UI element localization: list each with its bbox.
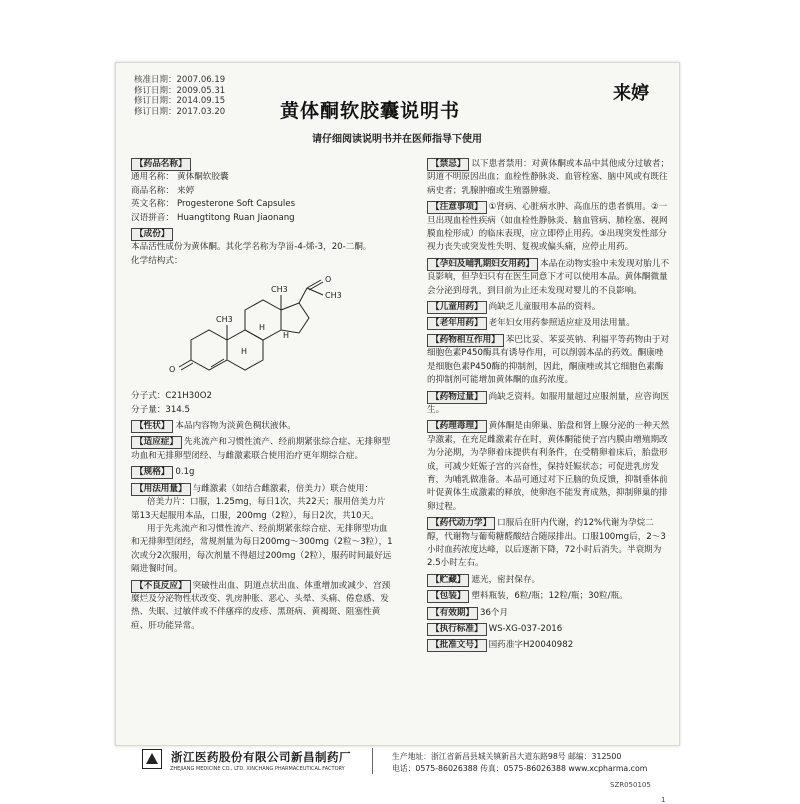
section-text: 口服后在肝内代谢，约12%代谢为孕烷二醇，代谢物与葡萄糖醛酸结合随尿排出。口服100mg后，2～3小时血药浓度达峰，以后逐渐下降，72小时后消失。半衰期为2.5小时左右。: [427, 518, 666, 569]
section-text: 本品内容物为淡黄色稠状液体。: [175, 421, 296, 432]
section-adverse-reactions: [131, 580, 393, 634]
section-heading: 【包装】: [427, 590, 469, 603]
section-storage: [427, 574, 670, 587]
document-code: SZR050105: [610, 781, 651, 789]
section-spec: [131, 466, 393, 479]
row-value: 黄体酮软胶囊: [177, 172, 229, 183]
molecular-formula: 分子式：C21H30O2: [131, 391, 212, 402]
section-text: 国药准字H20040982: [488, 640, 574, 651]
company-logo: [142, 749, 162, 769]
section-heading: 【药理毒理】: [427, 420, 487, 433]
section-character: [131, 420, 393, 433]
section-interactions: [427, 334, 670, 388]
section-text: WS-XG-037-2016: [488, 624, 563, 634]
section-heading: 【性状】: [131, 420, 173, 433]
section-paragraph: 倍美力片：口服，1.25mg，每日1次，共22天；服用倍美力片第13天起服用本品，口服，200mg（2粒），每日2次，共10天。: [131, 497, 386, 521]
row-value: 来婷: [177, 185, 195, 196]
right-column: [427, 158, 670, 656]
svg-text:CH3: CH3: [271, 285, 288, 295]
svg-text:O: O: [169, 365, 176, 375]
section-text: ①肾病、心脏病水肿、高血压的患者慎用。②一旦出现血栓性疾病（如血栓性静脉炎、脑血管病、肺栓塞、视网膜血栓形成）的临床表现，应立即停止用药。③出现突发性部分视力丧失或突发性失明、复视或偏头痛，应停止用药。: [427, 202, 668, 253]
section-pharmacokinetics: [427, 517, 670, 571]
revision-dates: [134, 75, 225, 117]
manufacturer-phone: 电话：0575-86026388 传真：0575-86026388 www.xcpharma.com: [392, 764, 648, 773]
section-pharmacology: [427, 420, 670, 514]
composition-text: 本品活性成份为黄体酮。其化学名称为孕甾-4-烯-3，20-二酮。: [131, 242, 372, 253]
revision-date: 修订日期：2014.09.15: [134, 96, 226, 106]
name-row: [131, 185, 393, 198]
section-text: 以下患者禁用：对黄体酮或本品中其他成分过敏者；阴道不明原因出血；血栓性静脉炎、血管栓塞、脑中风或有既往病史者；乳腺肿瘤或生殖器肿瘤。: [427, 159, 670, 196]
name-row: [131, 212, 393, 225]
section-heading: 【药代动力学】: [427, 517, 495, 530]
section-heading: 【孕妇及哺乳期妇女用药】: [427, 258, 538, 271]
section-heading: 【成份】: [131, 228, 173, 241]
section-text: 遮光，密封保存。: [471, 574, 541, 585]
section-pediatric: [427, 301, 670, 314]
name-row: [131, 198, 393, 211]
section-contraindications: [427, 158, 670, 198]
section-text: 黄体酮是由卵巢、胎盘和肾上腺分泌的一种天然孕激素，在充足雌激素存在时，黄体酮能使子宫内膜由增殖期改为分泌期，为孕卵着床提供有利条件，在受精卵着床后，胎盘形成，可减少妊娠子宫的兴奋性，保持妊娠状态；可促进乳房发育，为哺乳做准备。本品可通过对下丘脑的负反馈，抑制垂体前叶促黄体生成激素的释放，使卵泡不能发育成熟，抑制卵巢的排卵过程。: [427, 421, 670, 512]
row-value: Progesterone Soft Capsules: [177, 199, 296, 210]
logo-mark-icon: [143, 750, 161, 768]
section-composition: [131, 228, 393, 417]
section-package: [427, 590, 670, 603]
manufacturer-contact: [392, 751, 647, 775]
section-indications: [131, 436, 393, 463]
section-heading: 【儿童用药】: [427, 301, 487, 314]
manufacturer-address: 生产地址：浙江省新昌县城关镇新昌大道东路98号 邮编：312500: [392, 752, 622, 761]
brand-name: 来婷: [613, 83, 649, 104]
svg-text:CH3: CH3: [325, 291, 342, 301]
revision-date: 修订日期：2017.03.20: [134, 106, 226, 117]
section-drug-name: [131, 158, 393, 225]
row-key: 英文名称：: [131, 199, 174, 210]
svg-text:H: H: [259, 323, 266, 333]
row-key: 商品名称：: [131, 185, 174, 196]
structure-diagram: [161, 270, 361, 388]
section-heading: 【老年用药】: [427, 317, 487, 330]
section-heading: 【规格】: [131, 466, 173, 479]
section-text: 先兆流产和习惯性流产、经前期紧张综合症、无排卵型功血和无排卵型闭经、与雌激素联合使用治疗更年期综合症。: [131, 437, 391, 461]
svg-text:O: O: [325, 275, 332, 285]
svg-text:H: H: [241, 347, 248, 357]
section-overdose: [427, 391, 670, 418]
section-precautions: [427, 201, 670, 255]
document-subtitle: 请仔细阅读说明书并在医师指导下使用: [312, 134, 482, 145]
section-text: 36个月: [479, 607, 509, 618]
section-approval: [427, 639, 670, 652]
section-heading: 【适应症】: [131, 436, 182, 449]
molecular-weight: 分子量：314.5: [131, 404, 190, 415]
section-geriatric: [427, 317, 670, 330]
section-heading: 【执行标准】: [427, 623, 487, 636]
row-value: Huangtitong Ruan Jiaonang: [177, 212, 295, 223]
section-heading: 【不良反应】: [131, 580, 191, 593]
section-text: 突破性出血、阴道点状出血、体重增加或减少、宫颈糜烂及分泌物性状改变、乳房肿胀、恶心、头晕、头痛、倦怠感、发热、失眠、过敏伴或不伴瘙痒的皮疹、黑斑病、黄褐斑、阻塞性黄疸、肝功能异常。: [131, 580, 391, 631]
section-paragraph: 用于先兆流产和习惯性流产、经前期紧张综合症、无排卵型功血和无排卵型闭经，常规剂量为每日200mg～300mg（2粒～3粒），1次或分2次服用，每次剂量不得超过200mg（2粒），服药时间最好远隔进餐时间。: [131, 523, 393, 575]
section-heading: 【药物相互作用】: [427, 334, 504, 347]
section-text: 尚缺乏儿童服用本品的资料。: [488, 302, 601, 313]
section-text: 苯巴比妥、苯妥英钠、利福平等药物由于对细胞色素P450酶具有诱导作用，可以削弱本品的药效。酮康唑是细胞色素P450酶的抑制剂，因此，酮康唑或其它细胞色素酶的抑制剂可能增加黄体酮的血药浓度。: [427, 334, 670, 386]
revision-date: 核准日期：2007.06.19: [134, 75, 226, 85]
section-heading: 【有效期】: [427, 607, 478, 620]
left-column: [131, 158, 393, 636]
section-heading: 【用法用量】: [131, 483, 191, 496]
company-name: 浙江医药股份有限公司新昌制药厂: [171, 750, 351, 764]
svg-text:H: H: [283, 331, 290, 341]
section-validity: [427, 607, 670, 620]
section-text: 老年妇女用药参照适应症及用法用量。: [488, 318, 635, 329]
section-heading: 【禁忌】: [427, 158, 469, 171]
section-pregnancy: [427, 258, 670, 298]
section-text: 塑料瓶装，6粒/瓶；12粒/瓶；30粒/瓶。: [471, 591, 628, 602]
revision-date: 修订日期：2009.05.31: [134, 85, 226, 96]
document-title: 黄体酮软胶囊说明书: [280, 100, 461, 122]
chemical-structure: [131, 270, 393, 388]
row-key: 汉语拼音：: [131, 212, 174, 223]
section-text: 尚缺乏资料。如服用量超过应服剂量，应咨询医生。: [427, 391, 670, 415]
row-key: 通用名称：: [131, 172, 174, 183]
section-heading: 【批准文号】: [427, 639, 487, 652]
section-heading: 【注意事项】: [427, 201, 487, 214]
page-number: 1: [661, 796, 666, 804]
section-dosage: [131, 483, 393, 577]
section-text: 0.1g: [175, 467, 195, 478]
footer-divider: [372, 748, 373, 774]
section-heading: 【贮藏】: [427, 574, 469, 587]
section-text: 本品在动物实验中未发现对胎儿不良影响，但孕妇只有在医生同意下才可以使用本品。黄体酮微量会分泌到母乳，到目前为止还未发现对婴儿的不良影响。: [427, 258, 670, 296]
svg-text:CH3: CH3: [216, 315, 233, 325]
company-name-english: ZHEJIANG MEDICINE CO., LTD. XINCHANG PHARMACEUTICAL FACTORY: [170, 766, 345, 772]
name-row: [131, 171, 393, 184]
section-text: 与雌激素（如结合雌激素，倍美力）联合使用：: [192, 483, 374, 494]
section-standard: [427, 623, 670, 636]
section-heading: 【药品名称】: [131, 158, 191, 171]
section-heading: 【药物过量】: [427, 391, 487, 404]
structure-label: 化学结构式：: [131, 255, 183, 266]
